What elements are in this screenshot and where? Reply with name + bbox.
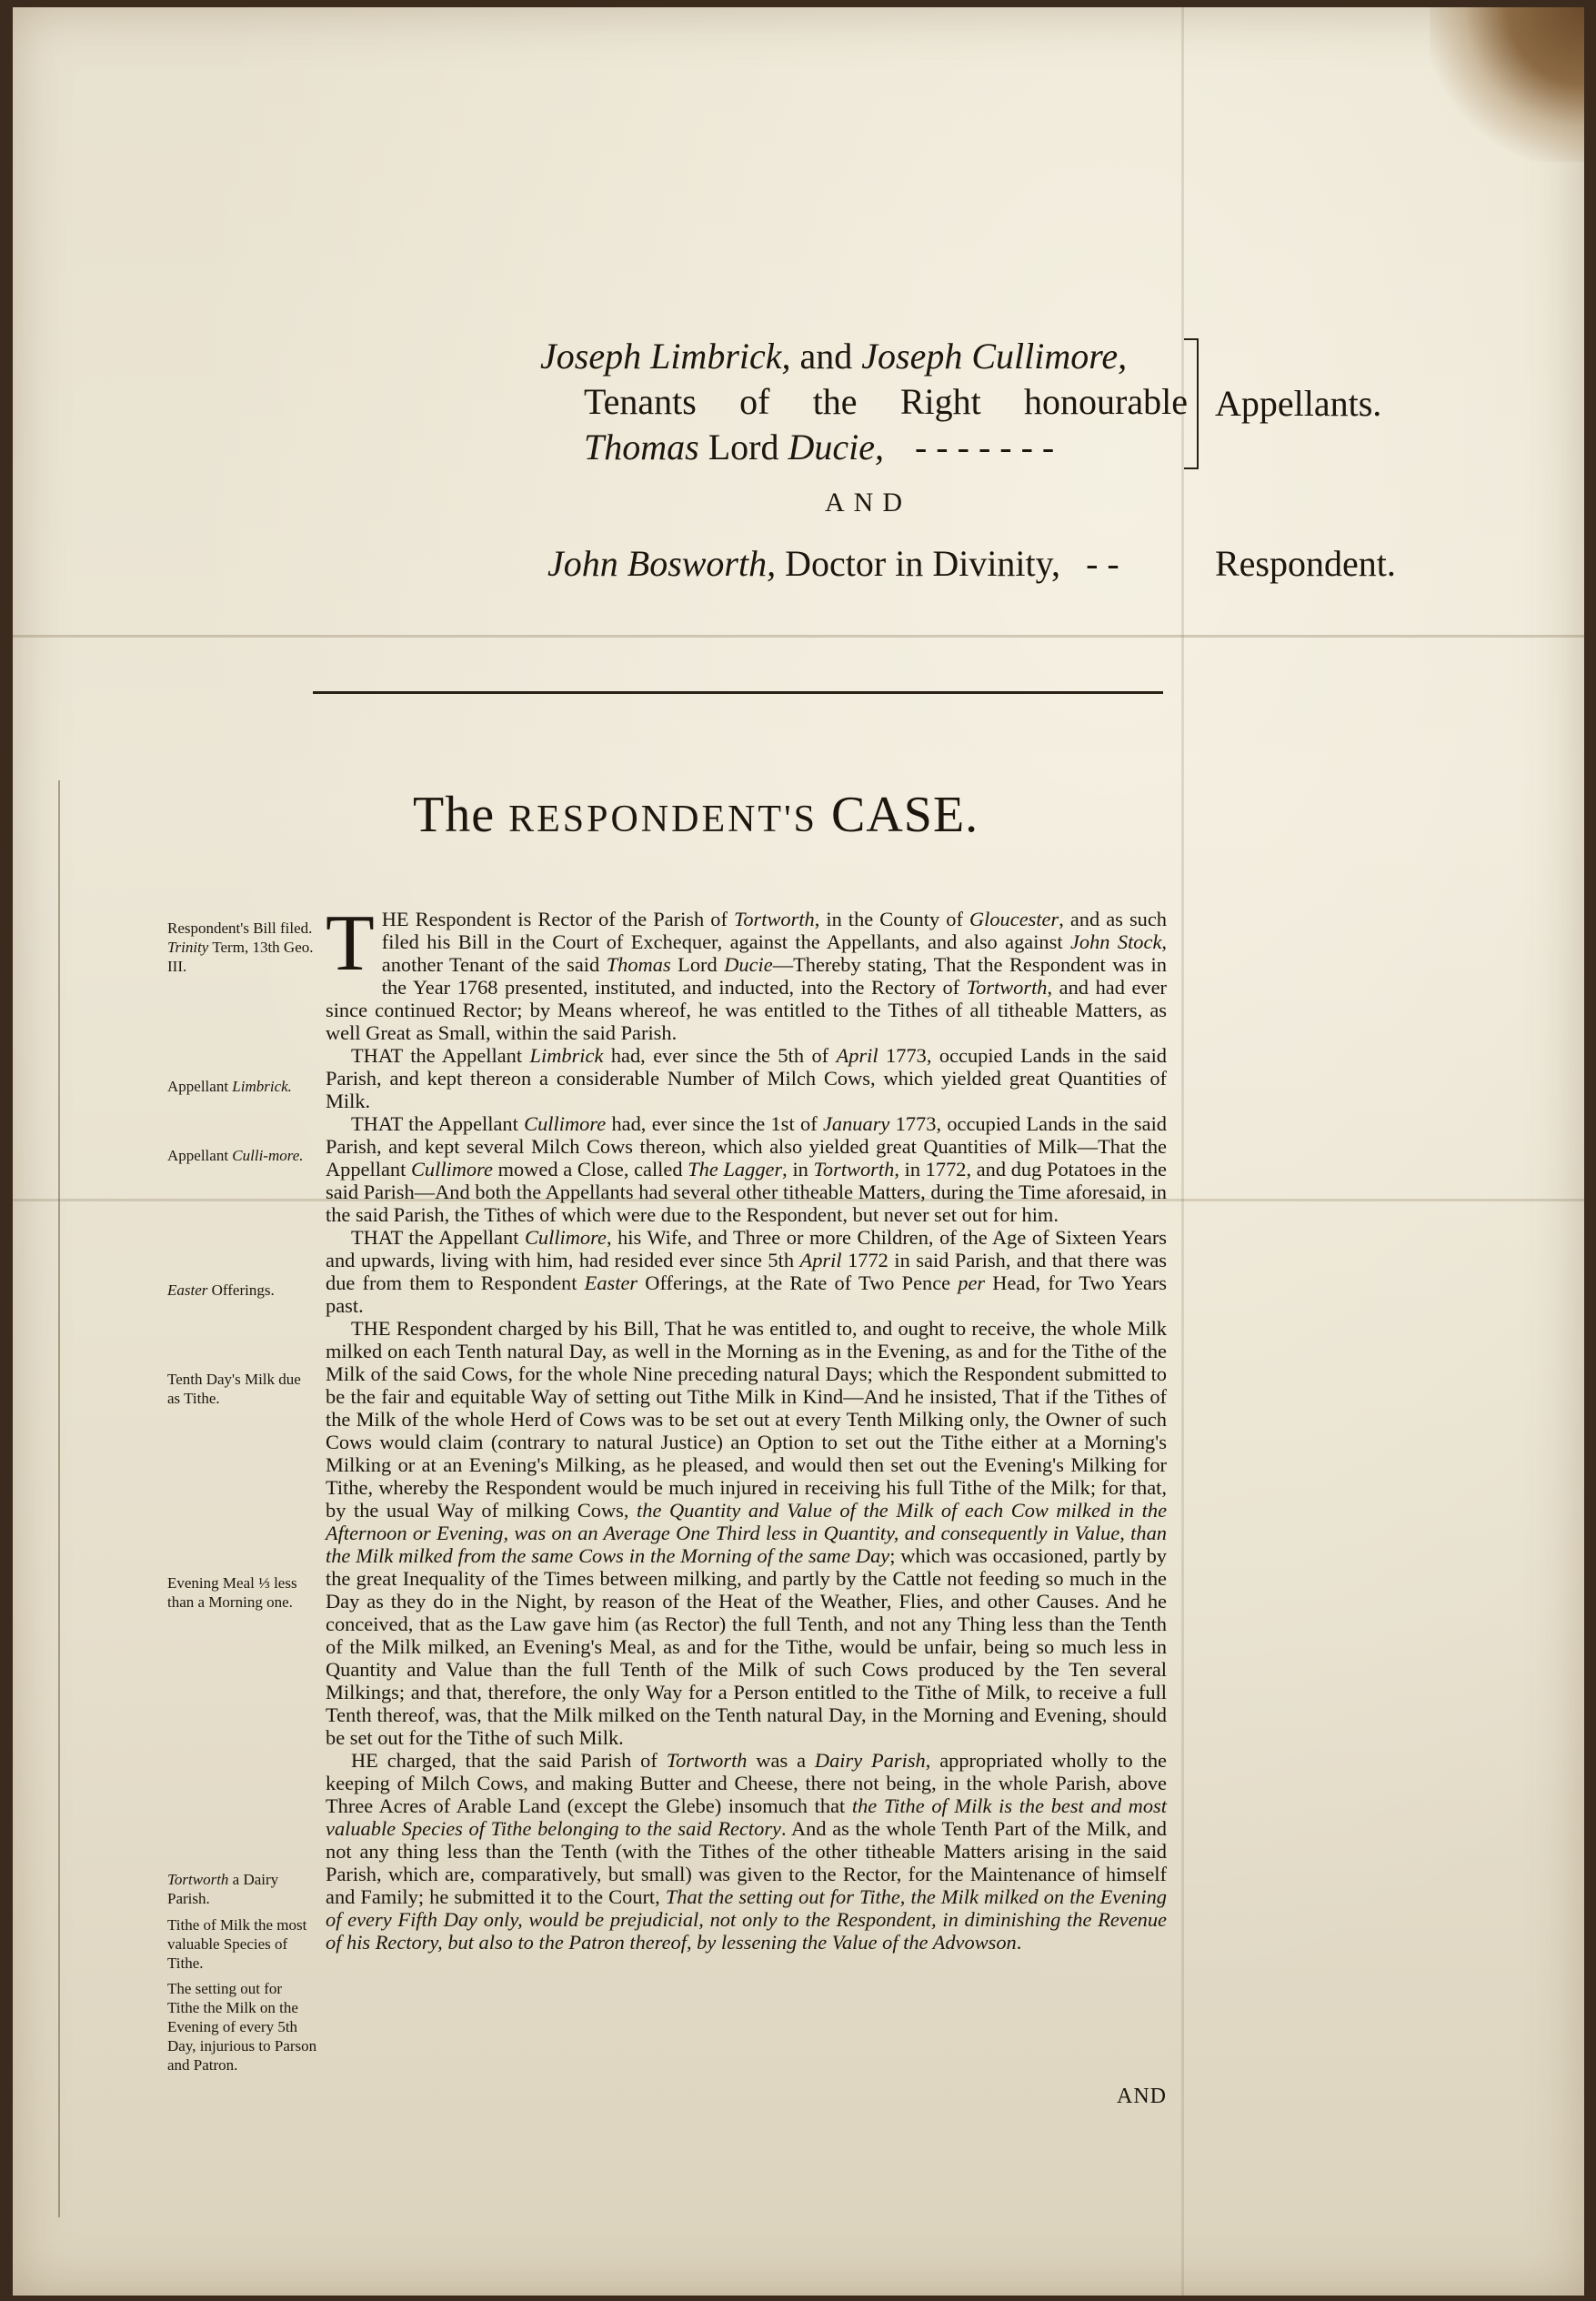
margin-note: Tithe of Milk the most valuable Species of Tithe. (167, 1916, 307, 1972)
margin-rule (58, 780, 60, 2217)
appellants-line-1 (540, 335, 1127, 378)
case-title (413, 786, 979, 844)
appellants-line-2 (584, 380, 1188, 424)
conjunction: and (799, 336, 853, 377)
appellants-line-3 (584, 426, 1054, 469)
paragraph: THAT the Appellant Cullimore had, ever since the 1st of January 1773, occupied Lands in the said Parish, and kept several Milch Cows thereon, which also yielded great Quantities of Milk—That the Appellant Cullimore mowed a Close, called The Lagger, in Tortworth, in 1772, and dug Potatoes in the said Parish—And both the Appellants had several other titheable Matters, during the Time aforesaid, in the said Parish, the Tithes of which were due to the Respondent, but never set out for him. (326, 1112, 1167, 1226)
respondent-title: Doctor in Divinity, (785, 543, 1061, 584)
paragraph: THAT the Appellant Limbrick had, ever since the 5th of April 1773, occupied Lands in the said Parish, and kept thereon a considerable Number of Milch Cows, which yielded great Quantities of Milk. (326, 1044, 1168, 1112)
and-separator: AND (825, 487, 911, 517)
word: Right (899, 381, 981, 422)
appellant-name: Joseph Limbrick, (540, 336, 791, 377)
margin-note: Evening Meal ⅓ less than a Morning one. (167, 1574, 297, 1611)
name-part: Ducie, (788, 427, 884, 467)
appellant-name: Joseph Cullimore, (861, 336, 1128, 377)
drop-cap: T (326, 899, 375, 988)
name-part: Lord (708, 427, 779, 467)
respondent-role: Respondent. (1215, 543, 1396, 584)
margin-note: Tortworth a Dairy Parish. (167, 1871, 279, 1907)
word: the (812, 381, 858, 422)
appellants-role: Appellants. (1215, 383, 1382, 424)
margin-note: Easter Offerings. (167, 1281, 275, 1299)
paragraph: THAT the Appellant Cullimore, his Wife, and Three or more Children, of the Age of Sixteen Years and upwards, living with him, had resided ever since 5th April 1772 in said Parish, and that there was due from them to Respondent Easter Offerings, at the Rate of Two Pence per Head, for Two Years past. (326, 1226, 1168, 1317)
margin-note: The setting out for Tithe the Milk on the Evening of every 5th Day, injurious to Parson and Patron. (167, 1980, 317, 2074)
paragraph: THE Respondent is Rector of the Parish of Tortworth, in the County of Gloucester, and as such filed his Bill in the Court of Exchequer, against the Appellants, and also against John Stock, another Tenant of the said Thomas Lord Ducie—Thereby stating, That the Respondent was in the Year 1768 presented, instituted, and inducted, into the Rectory of Tortworth, and had ever since continued Rector; by Means whereof, he was entitled to the Tithes of all titheable Matters, as well Great as Small, within the said Parish. (326, 899, 1167, 1044)
fold-line (13, 635, 1584, 638)
word: of (739, 381, 770, 422)
catchword: AND (1117, 2085, 1167, 2108)
respondent-line (547, 542, 1119, 586)
margin-note: Appellant Culli-more. (167, 1147, 304, 1164)
leader-dashes: - - - - - - - (914, 427, 1055, 467)
case-body (326, 899, 1168, 1954)
name-part: Thomas (584, 427, 699, 467)
word: honourable (1024, 381, 1188, 422)
margin-note: Respondent's Bill filed. Trinity Term, 13th Geo. III. (167, 919, 314, 975)
word: Tenants (584, 381, 697, 422)
document-page (13, 7, 1584, 2296)
divider-rule (313, 691, 1163, 694)
bracket (1184, 338, 1199, 469)
title-word: RESPONDENT'S (508, 799, 818, 840)
paragraph: THE Respondent charged by his Bill, That he was entitled to, and ought to receive, the whole Milk milked on each Tenth natural Day, as well in the Morning as in the Evening, as and for the Tithe of the Milk of the said Cows, for the whole Nine preceding natural Days; which the Respondent submitted to be the fair and equitable Way of setting out Tithe Milk in Kind—And he insisted, That if the Tithes of the Milk of the whole Herd of Cows was to be set out at every Tenth Milking only, the Owner of such Cows would claim (contrary to natural Justice) an Option to set out the Tithe either at a Morning's Milking or at an Evening's Milking, as he pleased, and would then set out the Evening's Milking for Tithe, whereby the Respondent would be much injured in receiving his full Tithe of the Milk; for that, by the usual Way of milking Cows, the Quantity and Value of the Milk of each Cow milked in the Afternoon or Evening, was on an Average One Third less in Quantity, and consequently in Value, than the Milk milked from the same Cows in the Morning of the same Day; which was occasioned, partly by the great Inequality of the Times between milking, and partly by the Cattle not feeding so much in the Day as they do in the Night, by reason of the Heat of the Weather, Flies, and other Causes. And he conceived, that as the Law gave him (as Rector) the full Tenth, and not any Thing less than the Tenth of the Milk milked, an Evening's Meal, as and for the Tithe, would be unfair, being so much less in Quantity and Value than the full Tenth of the Milk of such Cows produced by the Ten several Milkings; and that, therefore, the only Way for a Person entitled to the Tithe of Milk, to receive a full Tenth thereof, was, that the Milk milked on the Tenth natural Day, in the Morning and Evening, should be set out for the Tithe of such Milk. (326, 1317, 1168, 1749)
margin-note: Appellant Limbrick. (167, 1078, 292, 1095)
page-stain (1430, 7, 1584, 162)
paragraph: HE charged, that the said Parish of Tortworth was a Dairy Parish, appropriated wholly to the keeping of Milch Cows, and making Butter and Cheese, there not being, in the whole Parish, above Three Acres of Arable Land (except the Glebe) insomuch that the Tithe of Milk is the best and most valuable Species of Tithe belonging to the said Rectory. And as the whole Tenth Part of the Milk, and not any thing less than the Tenth (with the Tithes of the other titheable Matters arising in the said Parish, which are, comparatively, but small) was given to the Rector, for the Maintenance of himself and Family; he submitted it to the Court, That the setting out for Tithe, the Milk milked on the Evening of every Fifth Day only, would be prejudicial, not only to the Respondent, in diminishing the Revenue of his Rectory, but also to the Patron thereof, by lessening the Value of the Advowson. (326, 1749, 1167, 1954)
title-word: CASE. (831, 787, 979, 843)
leader-dashes: - - (1086, 543, 1119, 584)
title-word: The (413, 787, 496, 843)
respondent-name: John Bosworth, (547, 543, 777, 584)
margin-note: Tenth Day's Milk due as Tithe. (167, 1371, 301, 1407)
